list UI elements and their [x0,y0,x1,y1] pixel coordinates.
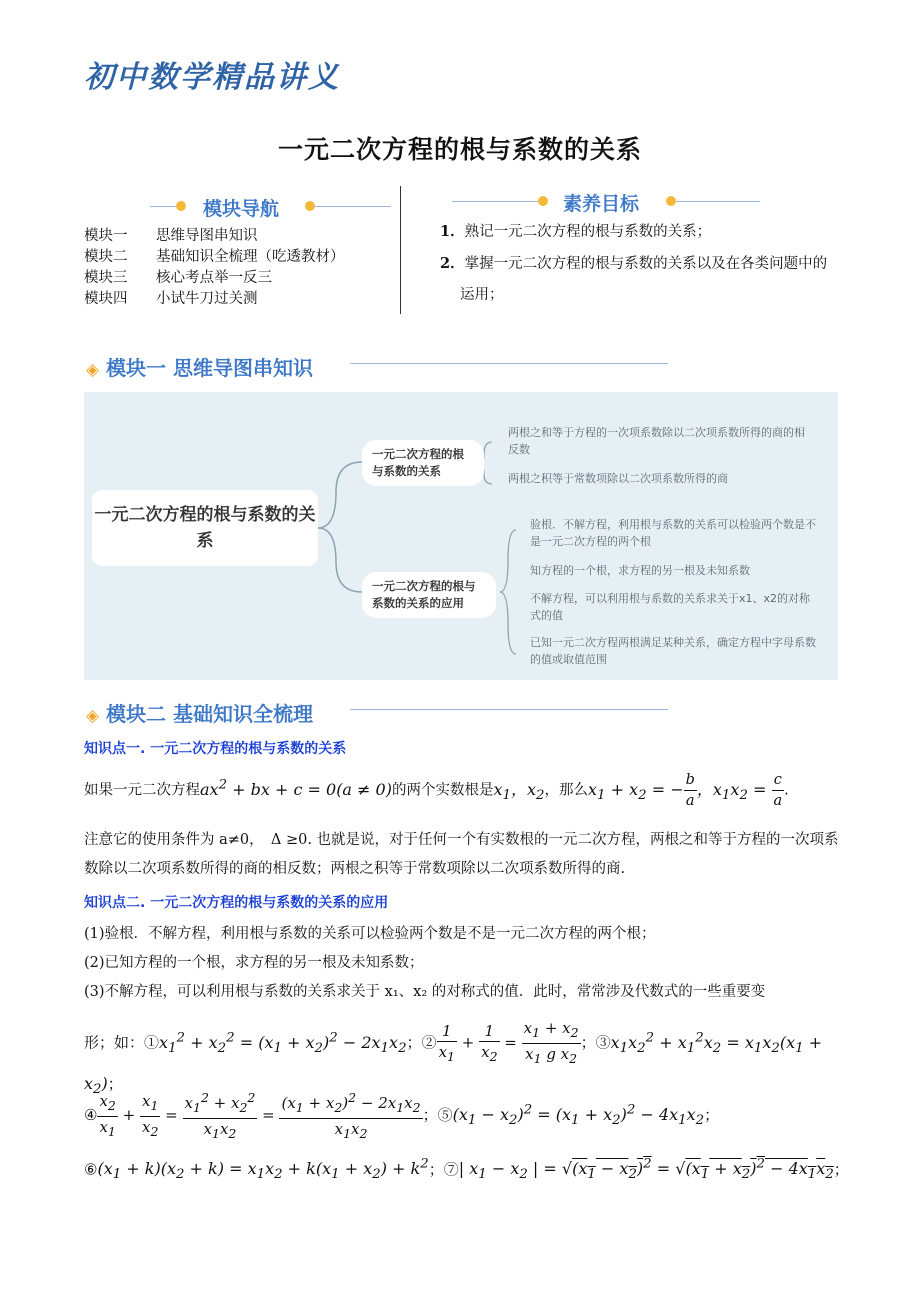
module1-rule [350,363,668,364]
formula-label: ⑦ [443,1160,459,1179]
mind-map-leaf: 两根之积等于常数项除以二次项系数所得的商 [508,472,728,485]
goal-num: 1． [440,223,465,240]
goal-text: 掌握一元二次方程的根与系数的关系以及在各类问题中的运用； [460,256,828,303]
module2-heading [86,698,313,727]
formula-label: ② [421,1033,437,1052]
goals-rule-left [452,201,538,202]
nav-dot-left [176,201,186,211]
goals-rule-right [676,201,760,202]
nav-module: 模块二 [84,249,128,265]
diamond-icon: ◈ [86,360,100,380]
mind-map-branch-2: 一元二次方程的根与系数的关系的应用 [362,572,496,618]
goal-item [440,216,840,248]
goals-dot-right [666,196,676,206]
diamond-icon: ◈ [86,706,100,726]
formula-label: ⑤ [437,1106,453,1124]
formula-row-3: $⑥(x_1 + k)(x_2 + k) = x_1x_2 + k(x_1 + x_2) + k^2$；⑦| $x_1 - x_2$ | = $√(x_1 - x_2)^2 = √(x_1 + x_2)^2 - 4x_1x_2$； [84,1157,849,1183]
nav-rule-left [150,206,176,207]
module2-heading-text: 模块二 基础知识全梳理 [106,702,314,726]
goals-heading: 素养目标 [563,193,640,215]
formula-label: ③ [595,1033,611,1052]
knowledge-point-2: 知识点二. 一元二次方程的根与系数的关系的应用 [84,895,389,911]
goal-item [440,248,840,311]
formula-label: ⑥ [84,1160,98,1179]
mind-map-center: 一元二次方程的根与系数的关系 [92,490,318,566]
kp2-item: (3)不解方程，可以利用根与系数的关系求关于 x₁、x₂ 的对称式的值．此时，常常涉及代数式的一些重要变 [84,984,766,1000]
kp1-intro: 如果一元二次方程 [84,782,200,799]
nav-name: 小试牛刀过关测 [156,291,258,307]
kp1-then: ，那么 [544,782,588,799]
formula-row-2: ④ $\frac{x_2}{x_1}$ + $\frac{x_1}{x_2}$ = $\frac{x_1^2 + x_2^2}{x_1x_2}$ = $\frac{(x_1 + x_2)^2 - 2x_1x_2}{x_1x_2}$ ；$⑤(x_1 - x_2)^2 = (x_1 + x_2)^2 - 4x_1x_2$； [84,1090,720,1141]
mind-map-leaf: 已知一元二次方程两根满足某种关系，确定方程中字母系数的值或取值范围 [530,636,816,666]
nav-item[interactable] [84,268,394,289]
mind-map-leaf: 两根之和等于方程的一次项系数除以二次项系数所得的商的相反数 [508,426,805,456]
kp2-lead: 形；如： [84,1033,145,1052]
kp1-statement: 如果一元二次方程$ax^2$ + bx + c = 0(a ≠ 0)的两个实数根是$x_1$，$x_2$，那么$x_1 + x_2$ = − $\frac{b}{a}$ ，$x_1x_2$ = $\frac{c}{a}$ . [84,772,789,809]
goal-num: 2． [440,255,465,272]
kp1-mid: 的两个实数根是 [391,782,494,799]
goal-text: 熟记一元二次方程的根与系数的关系； [464,224,712,240]
kp2-list [84,920,854,1007]
nav-dot-right [305,201,315,211]
nav-rule-right [315,206,391,207]
column-divider [400,186,401,314]
formula-label: ④ [84,1106,98,1124]
nav-list [84,226,394,310]
knowledge-point-1: 知识点一. 一元二次方程的根与系数的关系 [84,741,347,757]
kp1-note: 注意它的使用条件为 a≠0， Δ ≥0. 也就是说，对于任何一个有实数根的一元二次方程，两根之和等于方程的一次项系数除以二次项系数所得的商的相反数；两根之积等于常数项除以二次项系数所得的商. [84,832,839,877]
formula-label: ① [144,1033,160,1052]
nav-item[interactable] [84,247,394,268]
nav-name: 思维导图串知识 [156,228,258,244]
goals-dot-left [538,196,548,206]
mind-map-branch-1: 一元二次方程的根与系数的关系 [362,440,484,486]
nav-module: 模块三 [84,270,128,286]
brand-title: 初中数学精品讲义 [84,60,340,95]
module2-rule [350,709,668,710]
nav-module: 模块四 [84,291,128,307]
kp2-item: (1)验根．不解方程，利用根与系数的关系可以检验两个数是不是一元二次方程的两个根； [84,926,656,942]
mind-map-leaf: 不解方程，可以利用根与系数的关系求关于x1、x2的对称式的值 [530,592,811,622]
nav-name: 基础知识全梳理（吃透教材） [156,249,345,265]
mind-map-leaf: 知方程的一个根，求方程的另一根及未知系数 [530,564,750,577]
mind-map-leaf: 验根．不解方程，利用根与系数的关系可以检验两个数是不是一元二次方程的两个根 [530,518,816,548]
nav-item[interactable] [84,289,394,310]
goals-list [440,216,840,311]
module1-heading [86,352,313,381]
nav-heading: 模块导航 [203,198,280,220]
page-title: 一元二次方程的根与系数的关系 [277,135,642,164]
nav-item[interactable] [84,226,394,247]
nav-name: 核心考点举一反三 [156,270,272,286]
formula-row-1: 形；如：$①x_1^2 + x_2^2 = (x_1 + x_2)^2 - 2x_1x_2$；② $\frac{1}{x_1}$ + $\frac{1}{x_2}$ = $\frac{x_1 + x_2}{x_1 g x_2}$ ；$③x_1x_2^2 + x_1^2x_2 = x_1x_2(x_1 + x_2)$； [84,1019,823,1098]
module1-heading-text: 模块一 思维导图串知识 [106,356,314,380]
kp2-item: (2)已知方程的一个根，求方程的另一根及未知系数； [84,955,424,971]
nav-module: 模块一 [84,228,128,244]
